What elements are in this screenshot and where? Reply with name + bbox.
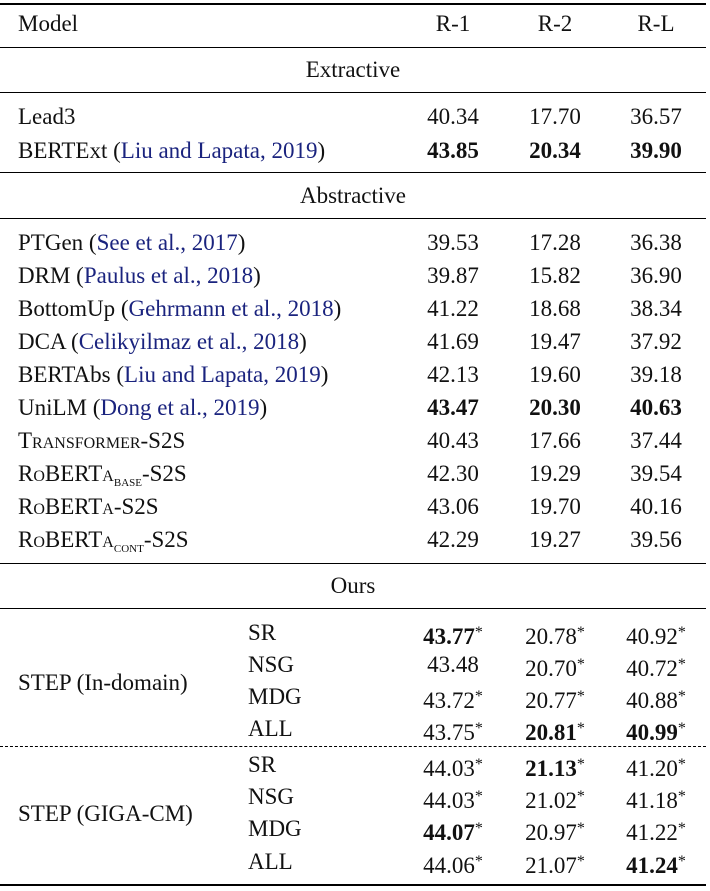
drm-r1: 39.87 (427, 263, 479, 288)
variant-sr: SR (248, 620, 277, 645)
step-giga-sr-rl: 41.20* (626, 756, 686, 781)
abstractive-rule (0, 218, 706, 219)
step-in-nsg-rl: 40.72* (626, 656, 686, 681)
step-in-nsg-r1: 43.48 (427, 652, 479, 677)
roberta-cont-r2: 19.27 (529, 527, 581, 552)
step-in-sr-rl: 40.92* (626, 624, 686, 649)
drm-rl: 36.90 (630, 263, 682, 288)
model-transformer-s2s: Transformer-S2S (18, 428, 186, 453)
step-in-all-r1: 43.75* (423, 720, 483, 745)
bertext-rl: 39.90 (630, 138, 682, 163)
model-drm: DRM (Paulus et al., 2018) (18, 263, 261, 288)
bertabs-r1: 42.13 (427, 362, 479, 387)
transformer-r1: 40.43 (427, 428, 479, 453)
bertabs-r2: 19.60 (529, 362, 581, 387)
bertext-r1: 43.85 (427, 138, 479, 163)
top-rule (0, 3, 706, 5)
header-rule (0, 47, 706, 48)
transformer-rl: 37.44 (630, 428, 682, 453)
step-in-sr-r2: 20.78* (525, 624, 585, 649)
section-ours: Ours (330, 573, 376, 598)
citation-link[interactable]: Dong et al., 2019 (100, 395, 260, 420)
citation-link[interactable]: Paulus et al., 2018 (83, 263, 254, 288)
model-unilm: UniLM (Dong et al., 2019) (18, 395, 268, 420)
group-step-giga-cm: STEP (GIGA-CM) (18, 801, 193, 826)
variant-mdg: MDG (248, 684, 302, 709)
bertext-r2: 20.34 (529, 138, 581, 163)
header-r1: R-1 (435, 11, 471, 36)
model-bertext: BERTExt (Liu and Lapata, 2019) (18, 138, 326, 163)
bottomup-rl: 38.34 (630, 296, 682, 321)
model-bertabs: BERTAbs (Liu and Lapata, 2019) (18, 362, 329, 387)
lead3-r1: 40.34 (427, 104, 479, 129)
step-in-mdg-rl: 40.88* (626, 688, 686, 713)
group-step-in-domain: STEP (In-domain) (18, 670, 188, 695)
roberta-base-r1: 42.30 (427, 461, 479, 486)
citation-link[interactable]: Gehrmann et al., 2018 (128, 296, 334, 321)
variant-sr: SR (248, 752, 277, 777)
step-giga-all-rl: 41.24* (626, 853, 686, 878)
variant-nsg: NSG (248, 652, 295, 677)
step-giga-all-r1: 44.06* (423, 853, 483, 878)
abstractive-end-rule (0, 563, 706, 564)
model-bottomup: BottomUp (Gehrmann et al., 2018) (18, 296, 342, 321)
step-in-nsg-r2: 20.70* (525, 656, 585, 681)
model-roberta-base-s2s: RoBERTa$_{base}$-S2S (18, 461, 187, 490)
variant-mdg: MDG (248, 816, 302, 841)
header-model: Model (18, 11, 79, 36)
citation-link[interactable]: Liu and Lapata, 2019 (120, 138, 318, 163)
group-dashed-rule (0, 746, 706, 747)
ptgen-r1: 39.53 (427, 230, 479, 255)
drm-r2: 15.82 (529, 263, 581, 288)
section-extractive: Extractive (305, 57, 401, 82)
dca-r1: 41.69 (427, 329, 479, 354)
roberta-r1: 43.06 (427, 494, 479, 519)
extractive-rule (0, 92, 706, 93)
variant-all: ALL (248, 716, 293, 741)
lead3-rl: 36.57 (630, 104, 682, 129)
step-in-all-r2: 20.81* (525, 720, 585, 745)
unilm-r1: 43.47 (427, 395, 479, 420)
model-roberta-s2s: RoBERTa-S2S (18, 494, 159, 519)
model-lead3: Lead3 (18, 104, 76, 129)
unilm-rl: 40.63 (630, 395, 682, 420)
model-roberta-cont-s2s: RoBERTa$_{cont}$-S2S (18, 527, 189, 556)
step-giga-sr-r1: 44.03* (423, 756, 483, 781)
citation-link[interactable]: Celikyilmaz et al., 2018 (78, 329, 300, 354)
bottomup-r2: 18.68 (529, 296, 581, 321)
step-giga-nsg-r2: 21.02* (525, 788, 585, 813)
roberta-rl: 40.16 (630, 494, 682, 519)
step-giga-sr-r2: 21.13* (525, 756, 585, 781)
model-name: BERTExt (18, 138, 108, 163)
step-giga-mdg-rl: 41.22* (626, 820, 686, 845)
transformer-r2: 17.66 (529, 428, 581, 453)
step-giga-nsg-rl: 41.18* (626, 788, 686, 813)
step-in-mdg-r2: 20.77* (525, 688, 585, 713)
header-r2: R-2 (537, 11, 573, 36)
ours-rule (0, 608, 706, 609)
variant-all: ALL (248, 849, 293, 874)
roberta-cont-r1: 42.29 (427, 527, 479, 552)
roberta-r2: 19.70 (529, 494, 581, 519)
roberta-cont-rl: 39.56 (630, 527, 682, 552)
section-abstractive: Abstractive (299, 183, 406, 208)
bottom-rule (0, 884, 706, 886)
citation-link[interactable]: See et al., 2017 (96, 230, 238, 255)
step-in-all-rl: 40.99* (626, 720, 686, 745)
ptgen-r2: 17.28 (529, 230, 581, 255)
ptgen-rl: 36.38 (630, 230, 682, 255)
step-giga-mdg-r2: 20.97* (525, 820, 585, 845)
step-giga-all-r2: 21.07* (525, 853, 585, 878)
step-in-sr-r1: 43.77* (423, 624, 483, 649)
step-giga-mdg-r1: 44.07* (423, 820, 483, 845)
bertabs-rl: 39.18 (630, 362, 682, 387)
header-rl: R-L (637, 11, 675, 36)
citation-link[interactable]: Liu and Lapata, 2019 (124, 362, 321, 387)
dca-r2: 19.47 (529, 329, 581, 354)
model-dca: DCA (Celikyilmaz et al., 2018) (18, 329, 307, 354)
unilm-r2: 20.30 (529, 395, 581, 420)
variant-nsg: NSG (248, 784, 295, 809)
lead3-r2: 17.70 (529, 104, 581, 129)
bottomup-r1: 41.22 (427, 296, 479, 321)
model-ptgen: PTGen (See et al., 2017) (18, 230, 246, 255)
extractive-end-rule (0, 172, 706, 173)
dca-rl: 37.92 (630, 329, 682, 354)
step-in-mdg-r1: 43.72* (423, 688, 483, 713)
roberta-base-r2: 19.29 (529, 461, 581, 486)
roberta-base-rl: 39.54 (630, 461, 682, 486)
step-giga-nsg-r1: 44.03* (423, 788, 483, 813)
